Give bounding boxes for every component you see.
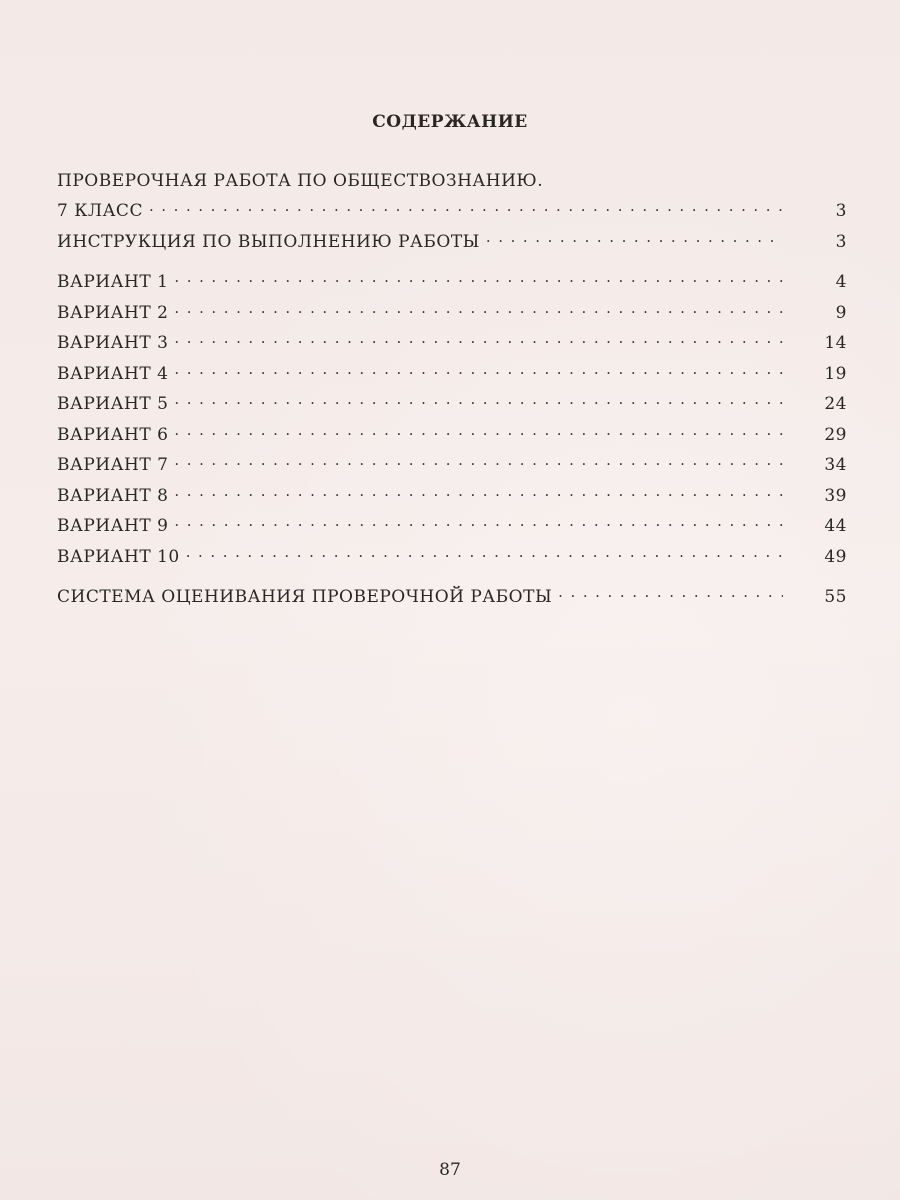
table-of-contents bbox=[57, 166, 847, 613]
toc-entry-variant-6[interactable] bbox=[57, 420, 847, 451]
toc-entry-label: ВАРИАНТ 8 bbox=[57, 485, 169, 506]
toc-entry-label: СИСТЕМА ОЦЕНИВАНИЯ ПРОВЕРОЧНОЙ РАБОТЫ bbox=[57, 587, 553, 607]
page-title: СОДЕРЖАНИЕ bbox=[372, 112, 528, 132]
toc-entry-page: 49 bbox=[824, 546, 847, 567]
toc-entry-page: 9 bbox=[835, 302, 847, 323]
toc-entry-page: 44 bbox=[824, 516, 847, 536]
leader-dots bbox=[174, 359, 783, 379]
toc-entry-label: ВАРИАНТ 6 bbox=[57, 424, 169, 445]
leader-dots bbox=[186, 542, 783, 562]
leader-dots bbox=[174, 389, 783, 409]
toc-entry-variant-9[interactable] bbox=[57, 511, 847, 542]
leader-dots bbox=[558, 582, 783, 602]
toc-entry-page: 4 bbox=[835, 272, 847, 292]
toc-entry-label: ВАРИАНТ 3 bbox=[57, 333, 169, 353]
toc-entry-label: ВАРИАНТ 7 bbox=[57, 455, 169, 475]
leader-dots bbox=[174, 267, 783, 287]
toc-entry-variant-5[interactable] bbox=[57, 389, 847, 420]
toc-entry-variant-2[interactable] bbox=[57, 298, 847, 329]
leader-dots bbox=[174, 481, 783, 501]
toc-entry-label: ВАРИАНТ 1 bbox=[57, 272, 169, 292]
toc-entry-variant-3[interactable] bbox=[57, 328, 847, 359]
toc-entry-page: 24 bbox=[824, 394, 847, 414]
toc-entry-variant-8[interactable] bbox=[57, 481, 847, 512]
leader-dots bbox=[174, 328, 783, 348]
toc-entry-label: ВАРИАНТ 4 bbox=[57, 363, 169, 384]
toc-entry-intro[interactable] bbox=[57, 196, 847, 227]
leader-dots bbox=[149, 196, 783, 216]
toc-entry-page: 14 bbox=[824, 333, 847, 353]
toc-entry-page: 29 bbox=[824, 424, 847, 445]
toc-entry-page: 3 bbox=[835, 201, 847, 221]
leader-dots bbox=[174, 298, 783, 318]
spacer bbox=[57, 257, 847, 267]
toc-entry-page: 34 bbox=[824, 455, 847, 475]
toc-entry-grading[interactable] bbox=[57, 582, 847, 613]
spacer bbox=[57, 572, 847, 582]
toc-entry-label: ВАРИАНТ 9 bbox=[57, 516, 169, 536]
toc-entry-variant-4[interactable] bbox=[57, 359, 847, 390]
toc-entry-label: ВАРИАНТ 10 bbox=[57, 546, 180, 567]
toc-entry-variant-7[interactable] bbox=[57, 450, 847, 481]
toc-entry-label: ИНСТРУКЦИЯ ПО ВЫПОЛНЕНИЮ РАБОТЫ bbox=[57, 231, 480, 252]
leader-dots bbox=[486, 227, 783, 247]
toc-entry-page: 19 bbox=[824, 363, 847, 384]
toc-entry-page: 55 bbox=[824, 587, 847, 607]
leader-dots bbox=[174, 420, 783, 440]
toc-entry-label: ВАРИАНТ 2 bbox=[57, 302, 169, 323]
toc-entry-label: 7 КЛАСС bbox=[57, 201, 143, 221]
toc-entry-page: 39 bbox=[824, 485, 847, 506]
toc-entry-label: ВАРИАНТ 5 bbox=[57, 394, 169, 414]
leader-dots bbox=[174, 511, 783, 531]
page-number: 87 bbox=[439, 1160, 461, 1180]
leader-dots bbox=[174, 450, 783, 470]
toc-entry-variant-10[interactable] bbox=[57, 542, 847, 573]
toc-entry-variant-1[interactable] bbox=[57, 267, 847, 298]
toc-entry-instructions[interactable] bbox=[57, 227, 847, 258]
toc-intro-line1: ПРОВЕРОЧНАЯ РАБОТА ПО ОБЩЕСТВОЗНАНИЮ. bbox=[57, 171, 544, 191]
toc-entry-page: 3 bbox=[835, 231, 847, 252]
